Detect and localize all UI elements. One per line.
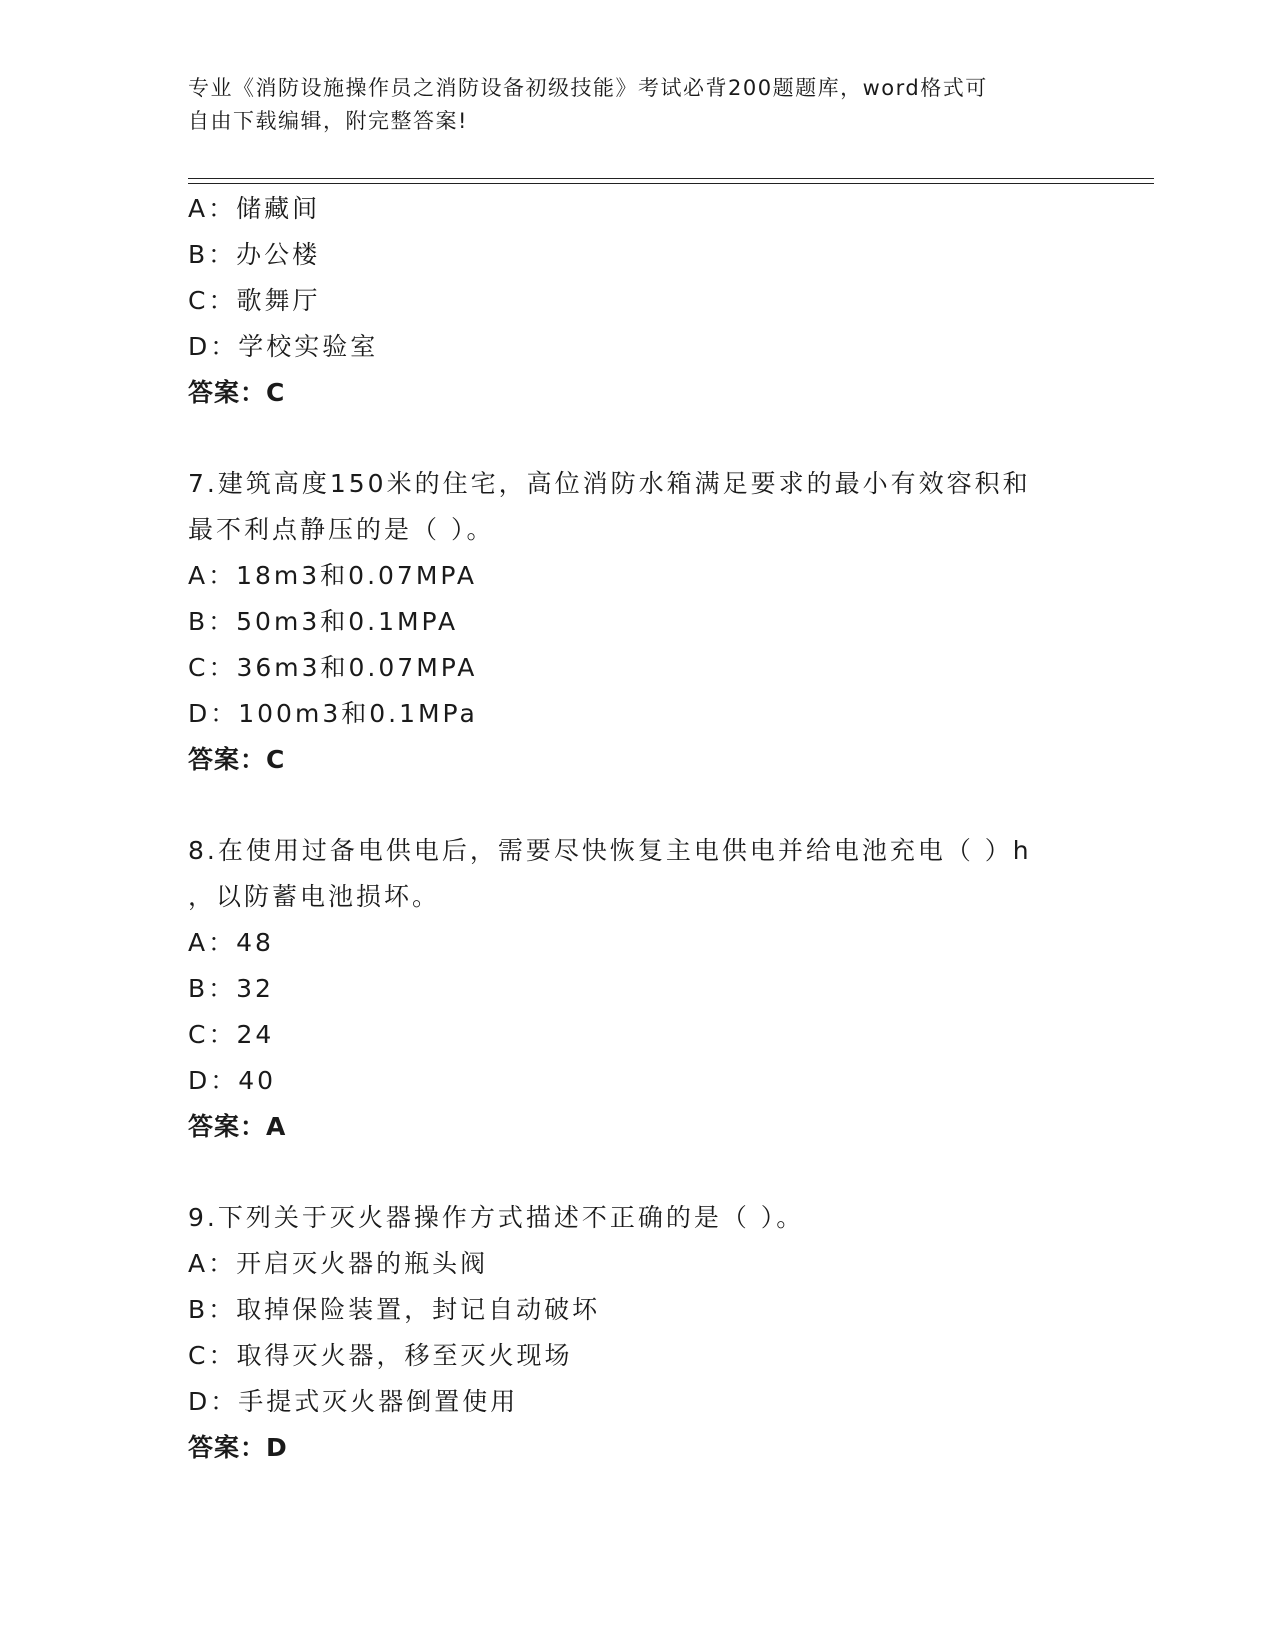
answer-line: 答案：A	[188, 1112, 287, 1141]
header-divider-top	[188, 178, 1154, 179]
question-block-8	[188, 828, 1088, 1150]
header-line-2: 自由下载编辑，附完整答案!	[188, 109, 468, 133]
option-b: B：50m3和0.1MPA	[188, 607, 459, 636]
answer-line: 答案：C	[188, 745, 286, 774]
header-line-1: 专业《消防设施操作员之消防设备初级技能》考试必背200题题库，word格式可	[188, 76, 988, 100]
option-d: D：100m3和0.1MPa	[188, 699, 478, 728]
answer-line: 答案：D	[188, 1433, 288, 1462]
option-a: A：48	[188, 928, 274, 957]
question-stem-line-2: 最不利点静压的是（ ）。	[188, 515, 495, 544]
question-stem-line-1: 7.建筑高度150米的住宅，高位消防水箱满足要求的最小有效容积和	[188, 469, 1031, 498]
spacer	[188, 416, 1088, 461]
option-a: A：开启灭火器的瓶头阀	[188, 1249, 489, 1278]
question-list	[188, 186, 1088, 1471]
option-b: B：32	[188, 974, 274, 1003]
option-c: C：36m3和0.07MPA	[188, 653, 478, 682]
question-stem-line-2: ，以防蓄电池损坏。	[188, 882, 441, 911]
option-b: B：办公楼	[188, 240, 321, 269]
option-d: D：手提式灭火器倒置使用	[188, 1387, 519, 1416]
header-divider-bottom	[188, 183, 1154, 184]
option-a: A：18m3和0.07MPA	[188, 561, 477, 590]
question-block-7	[188, 461, 1088, 783]
document-header	[188, 72, 1088, 138]
spacer	[188, 783, 1088, 828]
option-c: C：取得灭火器，移至灭火现场	[188, 1341, 573, 1370]
option-d: D：学校实验室	[188, 332, 379, 361]
option-c: C：24	[188, 1020, 275, 1049]
spacer	[188, 1150, 1088, 1195]
question-block-prev	[188, 186, 1088, 416]
answer-line: 答案：C	[188, 378, 286, 407]
option-c: C：歌舞厅	[188, 286, 321, 315]
question-stem-line-1: 9.下列关于灭火器操作方式描述不正确的是（ ）。	[188, 1203, 805, 1232]
option-a: A：储藏间	[188, 194, 321, 223]
option-b: B：取掉保险装置，封记自动破坏	[188, 1295, 601, 1324]
question-stem-line-1: 8.在使用过备电供电后，需要尽快恢复主电供电并给电池充电（ ）h	[188, 836, 1032, 865]
option-d: D：40	[188, 1066, 277, 1095]
question-block-9	[188, 1195, 1088, 1471]
